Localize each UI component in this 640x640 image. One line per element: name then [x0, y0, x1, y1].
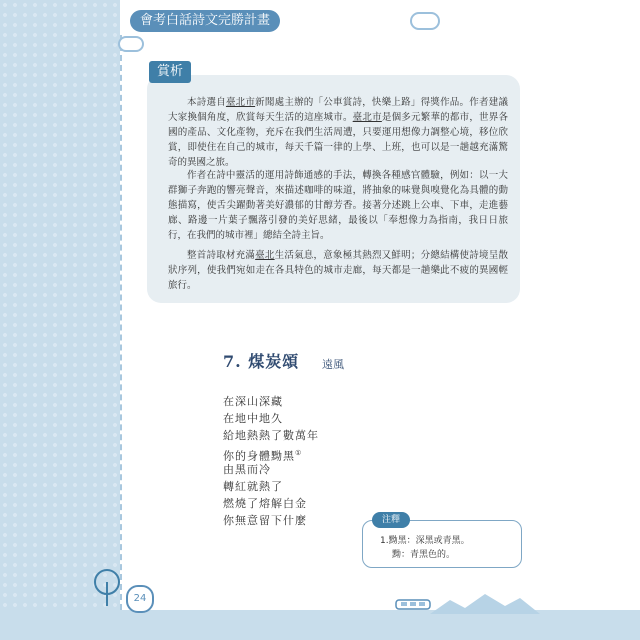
poem-line: 你無意留下什麼 [223, 514, 307, 527]
poem-line: 給地熱熱了數萬年 [223, 429, 319, 442]
poem-line: 轉紅就熱了 [223, 480, 283, 493]
header-title: 會考白話詩文完勝計畫 [130, 10, 280, 32]
analysis-paragraph-2: 作者在詩中靈活的運用詩飾通感的手法，轉換各種感官體驗，例如：以一大群獅子奔跑的響亮聲音，來描述咖啡的味道，將抽象的味覺與嗅覺化為具體的動態描寫，使舌尖躍動著美好濃郁的甘醇芳香。接著分述跳上公車、下車，走進藝廊、路邊一片葉子飄落引發的美好思緒，最後以「奉想像力為指南，我日日旅行，在我們的城市裡」總結全詩主旨。 [168, 170, 508, 241]
train-icon [395, 598, 431, 612]
poem-author: 遠風 [322, 358, 344, 371]
note-line-2: 黝：青黑色的。 [392, 550, 456, 560]
hills-icon [430, 590, 540, 614]
poem-line: 在地中地久 [223, 412, 283, 425]
section-badge: 賞析 [149, 61, 191, 83]
poem-line: 由黑而冷 [223, 463, 271, 476]
left-decorative-strip [0, 0, 120, 640]
poem-line [223, 446, 302, 464]
cloud-icon [410, 12, 440, 30]
tree-icon [92, 568, 122, 608]
footnote-marker: ① [295, 449, 303, 457]
note-line-1: 1.黝黑：深黑或青黑。 [380, 536, 470, 546]
poem-line: 燃燒了熔解白金 [223, 497, 307, 510]
footer-wave [0, 610, 640, 640]
poem-title: 7. 煤炭頌 [223, 352, 300, 371]
note-tag: 注釋 [372, 512, 410, 528]
page-number: 24 [126, 585, 154, 613]
analysis-paragraph-3: 整首詩取材充滿臺北生活氣息，意象極其熱烈又鮮明；分總結構使詩境呈散狀序列，使我們宛如走在各具特色的城市走廊，每天都是一趟樂此不疲的異國輕旅行。 [168, 250, 508, 291]
cloud-icon [118, 36, 144, 52]
analysis-paragraph-1: 本詩選自臺北市新聞處主辦的「公車賞詩，快樂上路」得獎作品。作者建議大家換個角度，欣賞每天生活的這座城市。臺北市是個多元繁華的都市，世界各國的產品、文化產物，充斥在我們生活周遭，只要運用想像力調整心境，移位欣賞，即使住在自己的城市，每天千篇一律的上學、上班，也可以是一趟越充滿驚奇的異國之旅。 [168, 97, 508, 168]
poem-line: 在深山深藏 [223, 395, 283, 408]
poem-line-text: 你的身體黝黑 [223, 449, 295, 463]
